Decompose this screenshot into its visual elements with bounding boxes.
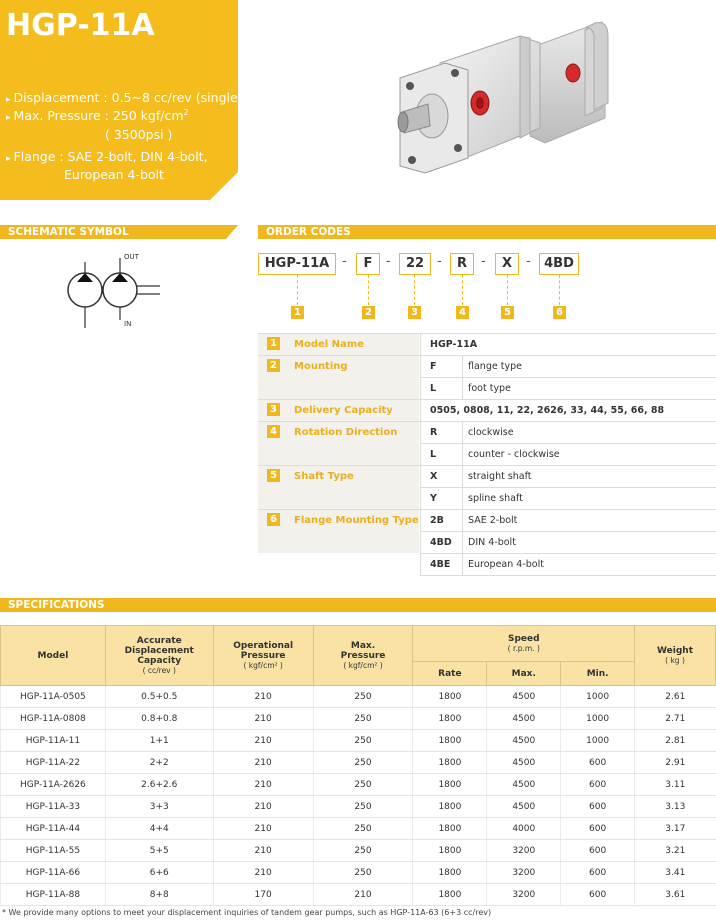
table-cell: 210 bbox=[213, 708, 313, 730]
arrow-right-icon: ▸ bbox=[6, 113, 11, 124]
order-label-rotation-direction: Rotation Direction bbox=[294, 427, 398, 438]
table-cell: 2.61 bbox=[635, 686, 716, 708]
table-cell: 250 bbox=[313, 774, 413, 796]
table-cell: 3+3 bbox=[105, 796, 213, 818]
order-code-rotation: R bbox=[450, 253, 474, 275]
table-cell: HGP-11A-11 bbox=[1, 730, 106, 752]
table-cell: 1800 bbox=[413, 686, 487, 708]
table-cell: 210 bbox=[213, 730, 313, 752]
table-cell: 0.8+0.8 bbox=[105, 708, 213, 730]
table-row bbox=[1, 686, 716, 708]
order-label-mounting: Mounting bbox=[294, 361, 348, 372]
table-cell: HGP-11A-0808 bbox=[1, 708, 106, 730]
table-cell: 600 bbox=[561, 818, 635, 840]
table-cell: 1800 bbox=[413, 774, 487, 796]
table-cell: 3.41 bbox=[635, 862, 716, 884]
table-cell: 3.13 bbox=[635, 796, 716, 818]
order-code-capacity: 22 bbox=[399, 253, 431, 275]
order-number-badge: 4 bbox=[456, 306, 469, 319]
th-max: Max. bbox=[487, 662, 561, 686]
table-cell: HGP-11A-66 bbox=[1, 862, 106, 884]
table-cell: 600 bbox=[561, 862, 635, 884]
order-code-model: HGP-11A bbox=[258, 253, 336, 275]
table-cell: 2+2 bbox=[105, 752, 213, 774]
table-cell: 1800 bbox=[413, 730, 487, 752]
table-cell: 600 bbox=[561, 774, 635, 796]
table-cell: 250 bbox=[313, 730, 413, 752]
table-cell: 4000 bbox=[487, 818, 561, 840]
table-cell: 3200 bbox=[487, 840, 561, 862]
table-cell: 1800 bbox=[413, 796, 487, 818]
order-number-badge: 6 bbox=[553, 306, 566, 319]
table-cell: 3.61 bbox=[635, 884, 716, 906]
table-cell: 8+8 bbox=[105, 884, 213, 906]
table-cell: 3.17 bbox=[635, 818, 716, 840]
table-cell: 4+4 bbox=[105, 818, 213, 840]
table-cell: 5+5 bbox=[105, 840, 213, 862]
spec-psi: ( 3500psi ) bbox=[105, 127, 173, 142]
arrow-right-icon: ▸ bbox=[6, 95, 11, 105]
th-weight: Weight ( kg ) bbox=[635, 626, 716, 686]
section-bar-schematic: SCHEMATIC SYMBOL bbox=[0, 225, 226, 239]
table-cell: 250 bbox=[313, 840, 413, 862]
schematic-symbol bbox=[60, 248, 170, 332]
th-speed: Speed ( r.p.m. ) bbox=[413, 626, 635, 662]
th-op-pressure: Operational Pressure ( kgf/cm² ) bbox=[213, 626, 313, 686]
table-row bbox=[1, 884, 716, 906]
th-max-pressure: Max. Pressure ( kgf/cm² ) bbox=[313, 626, 413, 686]
table-row bbox=[1, 818, 716, 840]
table-cell: 1800 bbox=[413, 752, 487, 774]
header-corner-cut bbox=[210, 172, 238, 200]
table-cell: 3.21 bbox=[635, 840, 716, 862]
table-cell: 210 bbox=[313, 884, 413, 906]
table-cell: 1800 bbox=[413, 818, 487, 840]
table-cell: 2.91 bbox=[635, 752, 716, 774]
section-bar-order-codes: ORDER CODES bbox=[258, 225, 716, 239]
table-cell: 210 bbox=[213, 686, 313, 708]
table-cell: 210 bbox=[213, 840, 313, 862]
table-row bbox=[1, 862, 716, 884]
table-cell: 1800 bbox=[413, 840, 487, 862]
order-number-badge: 2 bbox=[362, 306, 375, 319]
schematic-in-label: IN bbox=[124, 320, 132, 328]
table-cell: 0.5+0.5 bbox=[105, 686, 213, 708]
table-cell: HGP-11A-22 bbox=[1, 752, 106, 774]
table-cell: 1800 bbox=[413, 862, 487, 884]
table-cell: 250 bbox=[313, 818, 413, 840]
order-label-flange-mounting-type: Flange Mounting Type bbox=[294, 515, 419, 526]
section-bar-specifications: SPECIFICATIONS bbox=[0, 598, 716, 612]
table-cell: 250 bbox=[313, 862, 413, 884]
table-row bbox=[1, 752, 716, 774]
order-code-shaft: X bbox=[495, 253, 519, 275]
table-cell: HGP-11A-44 bbox=[1, 818, 106, 840]
table-cell: 3.11 bbox=[635, 774, 716, 796]
order-label-model-name: Model Name bbox=[294, 339, 364, 350]
spec-flange: ▸ Flange : SAE 2-bolt, DIN 4-bolt, bbox=[6, 149, 208, 164]
table-cell: 3200 bbox=[487, 862, 561, 884]
table-row bbox=[1, 774, 716, 796]
spec-displacement: ▸ Displacement : 0.5~8 cc/rev (single) bbox=[6, 90, 243, 105]
table-row bbox=[1, 708, 716, 730]
table-cell: 4500 bbox=[487, 796, 561, 818]
table-cell: 250 bbox=[313, 708, 413, 730]
table-row bbox=[1, 840, 716, 862]
table-cell: 2.71 bbox=[635, 708, 716, 730]
spec-max-pressure: ▸ Max. Pressure : 250 kgf/$cm^2$ bbox=[6, 108, 189, 124]
order-code-flange: 4BD bbox=[539, 253, 579, 275]
table-cell: 2.81 bbox=[635, 730, 716, 752]
table-cell: HGP-11A-0505 bbox=[1, 686, 106, 708]
table-cell: 600 bbox=[561, 796, 635, 818]
table-cell: 1000 bbox=[561, 730, 635, 752]
table-cell: 4500 bbox=[487, 752, 561, 774]
order-label-delivery-capacity: Delivery Capacity bbox=[294, 405, 393, 416]
specifications-table bbox=[0, 625, 716, 906]
table-cell: 600 bbox=[561, 884, 635, 906]
table-cell: 170 bbox=[213, 884, 313, 906]
schematic-out-label: OUT bbox=[124, 253, 139, 261]
table-cell: 210 bbox=[213, 862, 313, 884]
spec-flange-cont: European 4-bolt bbox=[64, 167, 164, 182]
table-cell: 2.6+2.6 bbox=[105, 774, 213, 796]
th-capacity: Accurate Displacement Capacity ( cc/rev ) bbox=[105, 626, 213, 686]
table-cell: HGP-11A-88 bbox=[1, 884, 106, 906]
order-number-badge: 1 bbox=[291, 306, 304, 319]
table-cell: 1+1 bbox=[105, 730, 213, 752]
table-cell: 1000 bbox=[561, 708, 635, 730]
table-cell: 210 bbox=[213, 796, 313, 818]
th-rate: Rate bbox=[413, 662, 487, 686]
order-number-badge: 5 bbox=[501, 306, 514, 319]
table-cell: 6+6 bbox=[105, 862, 213, 884]
table-cell: 3200 bbox=[487, 884, 561, 906]
table-cell: 250 bbox=[313, 752, 413, 774]
table-cell: 4500 bbox=[487, 730, 561, 752]
table-cell: 1800 bbox=[413, 708, 487, 730]
table-cell: HGP-11A-55 bbox=[1, 840, 106, 862]
table-cell: 4500 bbox=[487, 686, 561, 708]
table-cell: 1000 bbox=[561, 686, 635, 708]
table-cell: 1800 bbox=[413, 884, 487, 906]
table-cell: 600 bbox=[561, 752, 635, 774]
th-min: Min. bbox=[561, 662, 635, 686]
order-code-mounting: F bbox=[356, 253, 380, 275]
order-number-badge: 3 bbox=[408, 306, 421, 319]
table-cell: 210 bbox=[213, 818, 313, 840]
order-label-shaft-type: Shaft Type bbox=[294, 471, 354, 482]
table-cell: 600 bbox=[561, 840, 635, 862]
page-title: HGP-11A bbox=[6, 8, 155, 43]
table-cell: 210 bbox=[213, 774, 313, 796]
table-cell: 250 bbox=[313, 796, 413, 818]
table-cell: 4500 bbox=[487, 774, 561, 796]
arrow-right-icon: ▸ bbox=[6, 154, 11, 164]
table-row bbox=[1, 730, 716, 752]
table-cell: 210 bbox=[213, 752, 313, 774]
table-cell: 250 bbox=[313, 686, 413, 708]
table-cell: 4500 bbox=[487, 708, 561, 730]
gear-pump-image bbox=[380, 8, 710, 198]
table-cell: HGP-11A-33 bbox=[1, 796, 106, 818]
footnote: * We provide many options to meet your displacement inquiries of tandem gear pumps, such as HGP-11A-63 (6+3 cc/rev) bbox=[2, 908, 492, 917]
table-cell: HGP-11A-2626 bbox=[1, 774, 106, 796]
th-model: Model bbox=[1, 626, 106, 686]
table-row bbox=[1, 796, 716, 818]
